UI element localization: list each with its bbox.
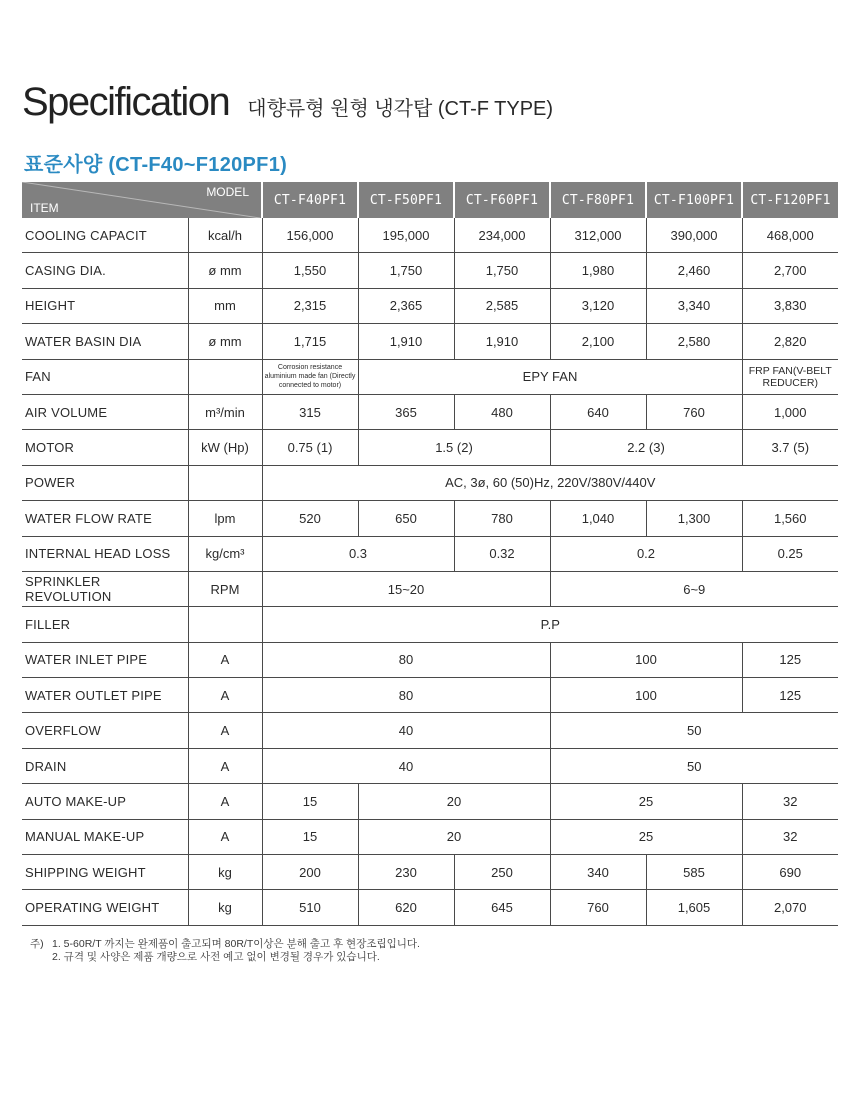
model-header: CT-F60PF1 (454, 182, 550, 218)
spec-value-cell: 15~20 (262, 571, 550, 606)
spec-value-cell: 15 (262, 819, 358, 854)
table-row (22, 642, 838, 677)
model-header: CT-F100PF1 (646, 182, 742, 218)
footnote-line: 2. 규격 및 사양은 제품 개량으로 사전 예고 없이 변경될 경우가 있습니다. (52, 951, 380, 963)
spec-value-cell: 690 (742, 855, 838, 890)
spec-value-cell: 40 (262, 713, 550, 748)
row-unit: ø mm (188, 324, 262, 359)
spec-value-cell: 0.3 (262, 536, 454, 571)
row-unit: lpm (188, 501, 262, 536)
spec-value-cell: 32 (742, 819, 838, 854)
spec-value-cell: 1,910 (358, 324, 454, 359)
spec-value-cell: 340 (550, 855, 646, 890)
row-item-label: FAN (22, 359, 188, 394)
table-row (22, 394, 838, 429)
spec-value-cell: 20 (358, 784, 550, 819)
spec-value-cell: 0.32 (454, 536, 550, 571)
model-header: CT-F120PF1 (742, 182, 838, 218)
row-item-label: INTERNAL HEAD LOSS (22, 536, 188, 571)
page-title: Specification (22, 80, 230, 124)
table-row (22, 324, 838, 359)
header-corner-cell (22, 182, 262, 218)
spec-value-cell: 25 (550, 819, 742, 854)
table-row (22, 713, 838, 748)
spec-value-cell: 0.75 (1) (262, 430, 358, 465)
spec-value-cell: 40 (262, 748, 550, 783)
spec-table-body (22, 218, 838, 925)
spec-value-cell: 1.5 (2) (358, 430, 550, 465)
spec-value-cell: 2,315 (262, 288, 358, 323)
spec-value-cell: 234,000 (454, 218, 550, 253)
table-row (22, 253, 838, 288)
spec-value-cell: 3.7 (5) (742, 430, 838, 465)
row-unit: kW (Hp) (188, 430, 262, 465)
footnote-line: 1. 5-60R/T 까지는 완제품이 출고되며 80R/T이상은 분해 출고 후 현장조립입니다. (52, 938, 420, 950)
table-row (22, 430, 838, 465)
spec-value-cell: 1,560 (742, 501, 838, 536)
footnotes (30, 938, 420, 964)
row-item-label: WATER FLOW RATE (22, 501, 188, 536)
row-item-label: OPERATING WEIGHT (22, 890, 188, 925)
spec-value-cell: 100 (550, 642, 742, 677)
row-unit (188, 465, 262, 500)
spec-value-cell: 125 (742, 642, 838, 677)
spec-value-cell: 200 (262, 855, 358, 890)
spec-value-cell: 1,715 (262, 324, 358, 359)
row-item-label: HEIGHT (22, 288, 188, 323)
table-row (22, 855, 838, 890)
row-unit: A (188, 713, 262, 748)
table-row (22, 784, 838, 819)
footnote-prefix: 주) (30, 938, 44, 950)
row-unit: kcal/h (188, 218, 262, 253)
spec-value-cell: 2,700 (742, 253, 838, 288)
table-row (22, 536, 838, 571)
spec-value-cell: FRP FAN(V-BELT REDUCER) (742, 359, 838, 394)
page-subtitle: 대향류형 원형 냉각탑 (CT-F TYPE) (247, 98, 554, 120)
spec-value-cell: 2,365 (358, 288, 454, 323)
row-unit: A (188, 642, 262, 677)
table-row (22, 748, 838, 783)
row-item-label: CASING DIA. (22, 253, 188, 288)
spec-value-cell: 2,070 (742, 890, 838, 925)
row-item-label: WATER OUTLET PIPE (22, 678, 188, 713)
row-unit (188, 359, 262, 394)
spec-value-cell: 468,000 (742, 218, 838, 253)
row-item-label: WATER INLET PIPE (22, 642, 188, 677)
spec-value-cell: 312,000 (550, 218, 646, 253)
row-unit: m³/min (188, 394, 262, 429)
spec-value-cell: 510 (262, 890, 358, 925)
spec-value-cell: 585 (646, 855, 742, 890)
spec-value-cell: 2.2 (3) (550, 430, 742, 465)
spec-value-cell: 250 (454, 855, 550, 890)
spec-value-cell: 6~9 (550, 571, 838, 606)
spec-value-cell: 2,580 (646, 324, 742, 359)
spec-value-cell: 2,460 (646, 253, 742, 288)
spec-value-cell: 15 (262, 784, 358, 819)
row-item-label: MANUAL MAKE-UP (22, 819, 188, 854)
page-header (22, 80, 553, 125)
spec-value-cell: 2,820 (742, 324, 838, 359)
row-item-label: AIR VOLUME (22, 394, 188, 429)
spec-value-cell: 640 (550, 394, 646, 429)
spec-value-cell: Corrosion resistance aluminium made fan (Directly connected to motor) (262, 359, 358, 394)
spec-value-cell: 230 (358, 855, 454, 890)
spec-value-cell: 760 (550, 890, 646, 925)
table-row (22, 288, 838, 323)
spec-value-cell: 2,585 (454, 288, 550, 323)
row-unit: kg (188, 890, 262, 925)
row-item-label: MOTOR (22, 430, 188, 465)
spec-value-cell: 390,000 (646, 218, 742, 253)
table-row (22, 501, 838, 536)
table-row (22, 890, 838, 925)
spec-table (22, 182, 838, 926)
row-item-label: FILLER (22, 607, 188, 642)
spec-value-cell: 315 (262, 394, 358, 429)
spec-value-cell: 156,000 (262, 218, 358, 253)
row-unit: A (188, 748, 262, 783)
table-row (22, 678, 838, 713)
row-item-label: SPRINKLER REVOLUTION (22, 571, 188, 606)
spec-value-cell: 365 (358, 394, 454, 429)
row-item-label: DRAIN (22, 748, 188, 783)
row-item-label: WATER BASIN DIA (22, 324, 188, 359)
row-unit: kg/cm³ (188, 536, 262, 571)
spec-value-cell: 50 (550, 748, 838, 783)
spec-value-cell: AC, 3ø, 60 (50)Hz, 220V/380V/440V (262, 465, 838, 500)
model-header: CT-F40PF1 (262, 182, 358, 218)
spec-value-cell: 1,910 (454, 324, 550, 359)
spec-value-cell: 195,000 (358, 218, 454, 253)
table-row (22, 819, 838, 854)
spec-value-cell: 645 (454, 890, 550, 925)
row-unit: A (188, 678, 262, 713)
table-row (22, 218, 838, 253)
row-unit: RPM (188, 571, 262, 606)
spec-value-cell: 780 (454, 501, 550, 536)
row-unit: kg (188, 855, 262, 890)
spec-value-cell: 520 (262, 501, 358, 536)
spec-value-cell: 760 (646, 394, 742, 429)
spec-value-cell: 1,300 (646, 501, 742, 536)
spec-value-cell: 0.25 (742, 536, 838, 571)
spec-value-cell: 3,830 (742, 288, 838, 323)
row-item-label: OVERFLOW (22, 713, 188, 748)
spec-value-cell: 50 (550, 713, 838, 748)
table-header-row (22, 182, 838, 218)
table-row (22, 359, 838, 394)
row-item-label: SHIPPING WEIGHT (22, 855, 188, 890)
row-unit: A (188, 784, 262, 819)
table-row (22, 571, 838, 606)
row-item-label: AUTO MAKE-UP (22, 784, 188, 819)
row-unit (188, 607, 262, 642)
spec-value-cell: 1,750 (454, 253, 550, 288)
spec-value-cell: 620 (358, 890, 454, 925)
table-row (22, 607, 838, 642)
row-item-label: COOLING CAPACIT (22, 218, 188, 253)
spec-value-cell: 1,750 (358, 253, 454, 288)
section-title: 표준사양 (CT-F40~F120PF1) (24, 154, 288, 176)
spec-value-cell: 650 (358, 501, 454, 536)
row-unit: ø mm (188, 253, 262, 288)
spec-value-cell: 1,980 (550, 253, 646, 288)
spec-value-cell: 32 (742, 784, 838, 819)
header-item-label: ITEM (30, 201, 59, 215)
model-header: CT-F50PF1 (358, 182, 454, 218)
row-item-label: POWER (22, 465, 188, 500)
spec-value-cell: 1,040 (550, 501, 646, 536)
spec-value-cell: 3,120 (550, 288, 646, 323)
spec-value-cell: 480 (454, 394, 550, 429)
spec-value-cell: P.P (262, 607, 838, 642)
spec-value-cell: 25 (550, 784, 742, 819)
spec-value-cell: 125 (742, 678, 838, 713)
row-unit: A (188, 819, 262, 854)
spec-value-cell: 1,000 (742, 394, 838, 429)
spec-value-cell: EPY FAN (358, 359, 742, 394)
spec-value-cell: 80 (262, 642, 550, 677)
model-header: CT-F80PF1 (550, 182, 646, 218)
spec-value-cell: 2,100 (550, 324, 646, 359)
row-unit: mm (188, 288, 262, 323)
spec-value-cell: 100 (550, 678, 742, 713)
header-model-label: MODEL (206, 185, 249, 199)
spec-value-cell: 1,550 (262, 253, 358, 288)
spec-table-container (22, 182, 836, 926)
spec-value-cell: 3,340 (646, 288, 742, 323)
spec-value-cell: 0.2 (550, 536, 742, 571)
table-row (22, 465, 838, 500)
spec-value-cell: 1,605 (646, 890, 742, 925)
spec-value-cell: 20 (358, 819, 550, 854)
spec-value-cell: 80 (262, 678, 550, 713)
